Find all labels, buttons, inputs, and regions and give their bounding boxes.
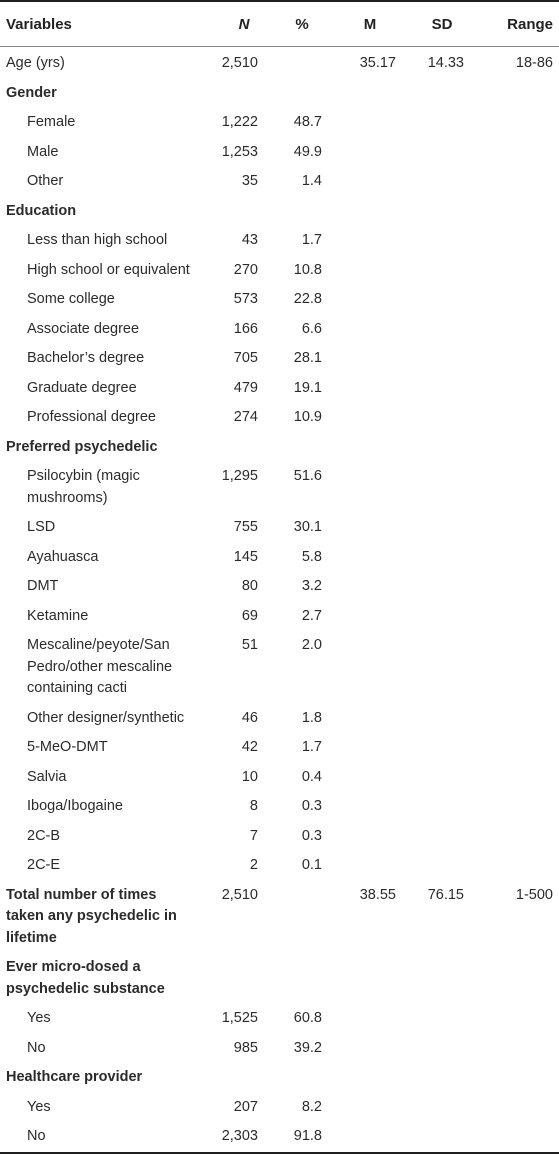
- sd-cell: [404, 543, 480, 573]
- range-cell: [480, 1063, 559, 1093]
- section-heading: Education: [6, 202, 77, 219]
- variable-label: 5-MeO-DMT: [27, 739, 108, 755]
- mean-cell: [336, 285, 404, 315]
- sd-cell: [404, 462, 480, 513]
- table-row: [0, 1122, 559, 1153]
- sd-cell: [404, 1004, 480, 1034]
- percent-cell: 0.3: [301, 827, 322, 844]
- n-cell: 7: [249, 827, 258, 844]
- percent-cell: [268, 953, 336, 1004]
- range-cell: [480, 1034, 559, 1064]
- percent-cell: 6.6: [301, 320, 322, 337]
- sd-cell: [404, 822, 480, 852]
- variable-label: Yes: [27, 1010, 51, 1026]
- percent-cell: 1.7: [301, 232, 322, 248]
- variable-label: Other designer/synthetic: [27, 709, 185, 726]
- table-row: [0, 403, 559, 433]
- n-cell: 1,222: [221, 114, 258, 130]
- table-row: [0, 256, 559, 286]
- percent-cell: [268, 881, 336, 954]
- range-cell: [480, 1093, 559, 1123]
- percent-cell: 1.8: [301, 709, 322, 726]
- mean-cell: [336, 462, 404, 513]
- variable-label: Other: [27, 173, 64, 189]
- n-cell: 705: [233, 350, 258, 366]
- variable-label: Mescaline/peyote/San Pedro/other mescaline containing cacti: [27, 637, 173, 696]
- section-heading: Ever micro-dosed a psychedelic substance: [6, 959, 165, 997]
- section-heading: Total number of times taken any psychedelic in lifetime: [6, 886, 177, 946]
- sd-cell: [404, 572, 480, 602]
- variable-label: Associate degree: [27, 320, 140, 337]
- mean-cell: [336, 226, 404, 256]
- n-cell: 2,510: [221, 886, 258, 903]
- table-row: [0, 1093, 559, 1123]
- percent-cell: [268, 433, 336, 463]
- range-cell: 18-86: [515, 55, 553, 71]
- n-cell: 2,303: [200, 1122, 268, 1153]
- table-row: [0, 315, 559, 345]
- table-row: [0, 1034, 559, 1064]
- range-cell: [480, 572, 559, 602]
- n-cell: 46: [241, 709, 258, 726]
- range-cell: [480, 543, 559, 573]
- mean-cell: [336, 704, 404, 734]
- mean-cell: [336, 79, 404, 109]
- table-row: [0, 631, 559, 704]
- n-cell: 1,525: [221, 1010, 258, 1026]
- range-cell: [480, 138, 559, 168]
- table-row: [0, 226, 559, 256]
- percent-cell: 0.3: [301, 798, 322, 814]
- percent-cell: 48.7: [293, 114, 322, 130]
- column-header-n: N: [200, 1, 268, 47]
- percent-cell: 10.9: [293, 409, 322, 425]
- sd-cell: [404, 256, 480, 286]
- variable-label: Female: [27, 114, 76, 130]
- n-cell: 35: [241, 173, 258, 189]
- range-cell: [480, 704, 559, 734]
- mean-cell: [336, 543, 404, 573]
- variable-label: Psilocybin (magic mushrooms): [27, 468, 140, 506]
- mean-cell: 35.17: [359, 55, 396, 71]
- percent-cell: 2.0: [301, 637, 322, 653]
- mean-cell: [336, 315, 404, 345]
- table-row: [0, 285, 559, 315]
- sd-cell: [404, 1093, 480, 1123]
- variable-label: Less than high school: [27, 232, 168, 248]
- table-row: [0, 138, 559, 168]
- sd-cell: [404, 1063, 480, 1093]
- table-row: [0, 733, 559, 763]
- sd-cell: [404, 792, 480, 822]
- percent-cell: 51.6: [293, 468, 322, 484]
- n-cell: 43: [241, 232, 258, 248]
- n-cell: [200, 79, 268, 109]
- mean-cell: [336, 513, 404, 543]
- variable-label: 2C-B: [27, 827, 61, 844]
- range-cell: [480, 462, 559, 513]
- column-header-range: Range: [480, 1, 559, 47]
- variable-label: Male: [27, 143, 59, 160]
- range-cell: [480, 167, 559, 197]
- percent-cell: [268, 197, 336, 227]
- mean-cell: [336, 374, 404, 404]
- table-row: [0, 602, 559, 632]
- column-header-variables: Variables: [0, 1, 200, 47]
- range-cell: [480, 763, 559, 793]
- range-cell: 1-500: [515, 886, 553, 903]
- range-cell: [480, 285, 559, 315]
- variable-label: DMT: [27, 578, 59, 594]
- table-row: [0, 1004, 559, 1034]
- table-row: [0, 822, 559, 852]
- range-cell: [480, 433, 559, 463]
- sd-cell: [404, 851, 480, 881]
- n-cell: 166: [233, 320, 258, 337]
- n-cell: [200, 1063, 268, 1093]
- mean-cell: [336, 344, 404, 374]
- range-cell: [480, 631, 559, 704]
- mean-cell: [336, 1063, 404, 1093]
- n-cell: [200, 953, 268, 1004]
- variable-label: Graduate degree: [27, 379, 137, 396]
- sd-cell: [404, 79, 480, 109]
- percent-cell: [268, 1063, 336, 1093]
- table-row: [0, 1063, 559, 1093]
- section-heading: Healthcare provider: [6, 1069, 143, 1085]
- variable-label: Ayahuasca: [27, 548, 99, 565]
- percent-cell: 39.2: [293, 1039, 322, 1056]
- range-cell: [480, 79, 559, 109]
- variable-label: No: [0, 1122, 200, 1153]
- mean-cell: [336, 792, 404, 822]
- variable-label: No: [27, 1039, 46, 1056]
- mean-cell: [336, 433, 404, 463]
- table-row: [0, 704, 559, 734]
- sd-cell: [404, 763, 480, 793]
- mean-cell: [336, 1122, 404, 1153]
- mean-cell: [336, 822, 404, 852]
- mean-cell: [336, 138, 404, 168]
- percent-cell: 1.4: [301, 173, 322, 189]
- n-cell: 1,253: [221, 143, 258, 160]
- percent-cell: 5.8: [301, 548, 322, 565]
- sd-cell: [404, 953, 480, 1004]
- mean-cell: [336, 631, 404, 704]
- variable-label: Salvia: [27, 768, 67, 785]
- range-cell: [480, 256, 559, 286]
- percent-cell: 3.2: [301, 578, 322, 594]
- mean-cell: [336, 851, 404, 881]
- range-cell: [480, 403, 559, 433]
- variable-label: Bachelor’s degree: [27, 350, 145, 366]
- sd-cell: [404, 344, 480, 374]
- mean-cell: [336, 953, 404, 1004]
- range-cell: [480, 953, 559, 1004]
- percent-cell: 22.8: [293, 291, 322, 307]
- table-row: [0, 881, 559, 954]
- variable-label: Iboga/Ibogaine: [27, 798, 123, 814]
- n-cell: 274: [233, 409, 258, 425]
- table-row: [0, 433, 559, 463]
- n-cell: 2: [249, 857, 258, 873]
- sd-cell: [404, 285, 480, 315]
- variable-label: Some college: [27, 291, 115, 307]
- sd-cell: [404, 374, 480, 404]
- mean-cell: [336, 1004, 404, 1034]
- header-row: [0, 1, 559, 47]
- table-row: [0, 197, 559, 227]
- column-header-sd: SD: [404, 1, 480, 47]
- n-cell: 755: [233, 519, 258, 535]
- percent-cell: 0.1: [301, 857, 322, 873]
- sd-cell: [404, 197, 480, 227]
- table-body: [0, 47, 559, 1153]
- percent-cell: 8.2: [301, 1098, 322, 1115]
- sd-cell: [404, 167, 480, 197]
- variable-label: 2C-E: [27, 857, 61, 873]
- percent-cell: 28.1: [293, 350, 322, 366]
- percent-cell: 19.1: [293, 379, 322, 396]
- n-cell: 270: [233, 261, 258, 278]
- table-row: [0, 851, 559, 881]
- sd-cell: [404, 1034, 480, 1064]
- percent-cell: 10.8: [293, 261, 322, 278]
- table-header: [0, 1, 559, 47]
- sd-cell: [404, 433, 480, 463]
- range-cell: [480, 226, 559, 256]
- table-row: [0, 792, 559, 822]
- n-cell: 1,295: [221, 468, 258, 484]
- sd-cell: [404, 631, 480, 704]
- n-cell: 51: [241, 637, 258, 653]
- column-header-mean: M: [336, 1, 404, 47]
- mean-cell: [336, 403, 404, 433]
- range-cell: [480, 1004, 559, 1034]
- variable-label: Yes: [27, 1098, 51, 1115]
- sd-cell: [404, 108, 480, 138]
- n-cell: 479: [233, 379, 258, 396]
- n-cell: 42: [241, 739, 258, 755]
- table-row: [0, 953, 559, 1004]
- range-cell: [480, 1122, 559, 1153]
- n-cell: 985: [233, 1039, 258, 1056]
- range-cell: [480, 315, 559, 345]
- sd-cell: [404, 226, 480, 256]
- mean-cell: [336, 167, 404, 197]
- percent-cell: 2.7: [301, 607, 322, 624]
- n-cell: 10: [241, 768, 258, 785]
- n-cell: 207: [233, 1098, 258, 1115]
- range-cell: [480, 792, 559, 822]
- variable-label: Professional degree: [27, 409, 156, 425]
- n-cell: 145: [233, 548, 258, 565]
- sd-cell: 76.15: [427, 886, 464, 903]
- table-row: [0, 513, 559, 543]
- n-cell: [200, 433, 268, 463]
- mean-cell: [336, 1093, 404, 1123]
- n-cell: [200, 197, 268, 227]
- table-row: [0, 79, 559, 109]
- section-heading: Gender: [6, 84, 57, 101]
- range-cell: [480, 733, 559, 763]
- mean-cell: [336, 108, 404, 138]
- table-row: [0, 167, 559, 197]
- table-row: [0, 374, 559, 404]
- percent-cell: 49.9: [293, 143, 322, 160]
- table-row: [0, 763, 559, 793]
- variable-label: High school or equivalent: [27, 261, 190, 278]
- range-cell: [480, 851, 559, 881]
- mean-cell: [336, 763, 404, 793]
- table-row: [0, 47, 559, 79]
- mean-cell: [336, 572, 404, 602]
- range-cell: [480, 513, 559, 543]
- mean-cell: [336, 197, 404, 227]
- mean-cell: 38.55: [359, 886, 396, 903]
- range-cell: [480, 374, 559, 404]
- table-row: [0, 108, 559, 138]
- sd-cell: [404, 704, 480, 734]
- sd-cell: [404, 315, 480, 345]
- column-header-percent: %: [268, 1, 336, 47]
- variable-label: LSD: [27, 519, 56, 535]
- mean-cell: [336, 602, 404, 632]
- range-cell: [480, 822, 559, 852]
- mean-cell: [336, 256, 404, 286]
- range-cell: [480, 108, 559, 138]
- table-row: [0, 572, 559, 602]
- n-cell: 2,510: [221, 55, 258, 71]
- sd-cell: [404, 513, 480, 543]
- sd-cell: [404, 1122, 480, 1153]
- percent-cell: 1.7: [301, 739, 322, 755]
- mean-cell: [336, 1034, 404, 1064]
- sd-cell: [404, 602, 480, 632]
- range-cell: [480, 344, 559, 374]
- sd-cell: 14.33: [427, 55, 464, 71]
- percent-cell: [268, 79, 336, 109]
- range-cell: [480, 197, 559, 227]
- sd-cell: [404, 138, 480, 168]
- n-cell: 573: [233, 291, 258, 307]
- percent-cell: 60.8: [293, 1010, 322, 1026]
- n-cell: 80: [241, 578, 258, 594]
- table-row: [0, 344, 559, 374]
- n-cell: 69: [241, 607, 258, 624]
- table-row: [0, 543, 559, 573]
- n-cell: 8: [249, 798, 258, 814]
- sd-cell: [404, 403, 480, 433]
- section-heading: Preferred psychedelic: [6, 438, 158, 455]
- sd-cell: [404, 733, 480, 763]
- percent-cell: 30.1: [293, 519, 322, 535]
- variable-label: Age (yrs): [6, 55, 65, 71]
- table-row: [0, 462, 559, 513]
- variable-label: Ketamine: [27, 607, 89, 624]
- range-cell: [480, 602, 559, 632]
- mean-cell: [336, 733, 404, 763]
- percent-cell: 91.8: [268, 1122, 336, 1153]
- percent-cell: [268, 47, 336, 79]
- percent-cell: 0.4: [301, 768, 322, 785]
